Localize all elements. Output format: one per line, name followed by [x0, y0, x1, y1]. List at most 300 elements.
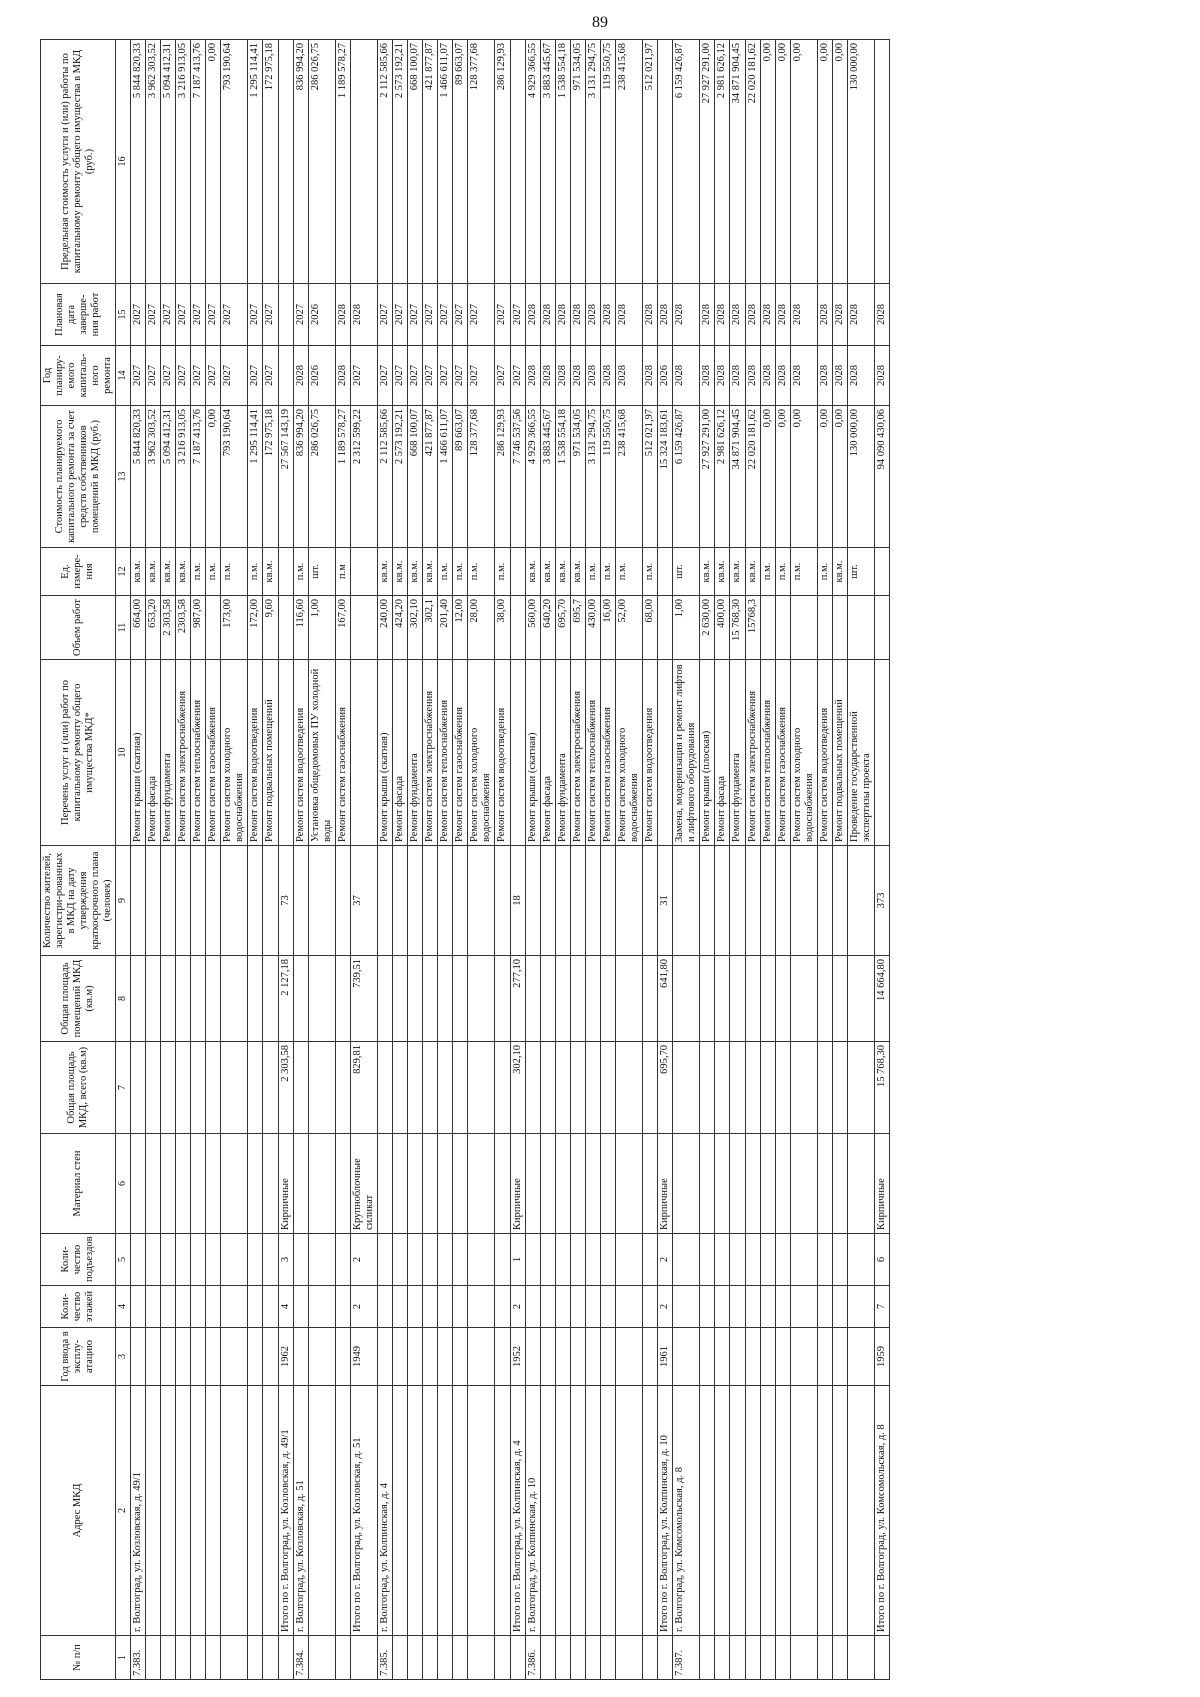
- cell-col-14: 2028: [570, 346, 585, 406]
- column-number: 8: [116, 956, 131, 1042]
- cell-col-4: [615, 1286, 642, 1328]
- cell-col-15: 2028: [673, 284, 700, 346]
- cell-col-6: Кирпичные: [658, 1134, 673, 1234]
- column-number: 7: [116, 1042, 131, 1134]
- cell-col-3: [832, 1328, 847, 1386]
- cell-col-1: [847, 1636, 874, 1680]
- table-row: [130, 40, 145, 1680]
- cell-col-4: [308, 1286, 335, 1328]
- cell-col-15: 2028: [540, 284, 555, 346]
- cell-col-6: [570, 1134, 585, 1234]
- cell-col-13: 1 538 554,18: [555, 406, 570, 548]
- cell-col-10: [278, 660, 293, 846]
- cell-col-2: [495, 1386, 510, 1636]
- cell-col-16: 0,00: [775, 40, 790, 284]
- cell-col-11: 2 630,00: [700, 596, 715, 660]
- cell-col-4: [145, 1286, 160, 1328]
- cell-col-7: [191, 1042, 206, 1134]
- cell-col-1: [643, 1636, 658, 1680]
- cell-col-5: [468, 1234, 495, 1286]
- cell-col-1: [438, 1636, 453, 1680]
- cell-col-7: [221, 1042, 248, 1134]
- cell-col-14: 2028: [700, 346, 715, 406]
- cell-col-16: 3 962 303,52: [145, 40, 160, 284]
- table-row: [715, 40, 730, 1680]
- cell-col-16: 1 538 554,18: [555, 40, 570, 284]
- cell-col-2: [555, 1386, 570, 1636]
- cell-col-10: Ремонт систем водоотведения: [248, 660, 263, 846]
- cell-col-14: 2028: [832, 346, 847, 406]
- cell-col-11: 430,00: [585, 596, 600, 660]
- cell-col-4: [453, 1286, 468, 1328]
- cell-col-2: [760, 1386, 775, 1636]
- cell-col-2: [790, 1386, 817, 1636]
- cell-col-5: [145, 1234, 160, 1286]
- cell-col-12: [350, 548, 377, 596]
- cell-col-4: 2: [350, 1286, 377, 1328]
- cell-col-14: 2027: [408, 346, 423, 406]
- cell-col-7: [745, 1042, 760, 1134]
- cell-col-10: [350, 660, 377, 846]
- cell-col-15: 2027: [423, 284, 438, 346]
- cell-col-2: [570, 1386, 585, 1636]
- cell-col-10: Ремонт крыши (скатная): [377, 660, 392, 846]
- cell-col-8: [408, 956, 423, 1042]
- cell-col-1: [408, 1636, 423, 1680]
- cell-col-11: [775, 596, 790, 660]
- column-number: 3: [116, 1328, 131, 1386]
- cell-col-6: [673, 1134, 700, 1234]
- table-row: [570, 40, 585, 1680]
- cell-col-14: 2028: [817, 346, 832, 406]
- cell-col-13: 6 159 426,87: [673, 406, 700, 548]
- cell-col-5: [191, 1234, 206, 1286]
- cell-col-2: [161, 1386, 176, 1636]
- cell-col-3: [130, 1328, 145, 1386]
- cell-col-14: 2027: [161, 346, 176, 406]
- cell-col-5: 3: [278, 1234, 293, 1286]
- cell-col-2: [775, 1386, 790, 1636]
- cell-col-4: [468, 1286, 495, 1328]
- cell-col-15: 2028: [817, 284, 832, 346]
- cell-col-6: [790, 1134, 817, 1234]
- cell-col-4: [847, 1286, 874, 1328]
- cell-col-1: [206, 1636, 221, 1680]
- cell-col-1: [700, 1636, 715, 1680]
- table-row: [600, 40, 615, 1680]
- cell-col-1: [615, 1636, 642, 1680]
- cell-col-6: [408, 1134, 423, 1234]
- cell-col-14: 2028: [540, 346, 555, 406]
- cell-col-15: 2028: [832, 284, 847, 346]
- cell-col-16: 0,00: [760, 40, 775, 284]
- cell-col-10: [875, 660, 890, 846]
- cell-col-5: [335, 1234, 350, 1286]
- cell-col-8: [248, 956, 263, 1042]
- cell-col-1: [393, 1636, 408, 1680]
- cell-col-5: [438, 1234, 453, 1286]
- table-row: [161, 40, 176, 1680]
- cell-col-12: кв.м.: [408, 548, 423, 596]
- cell-col-1: [760, 1636, 775, 1680]
- cell-col-3: [145, 1328, 160, 1386]
- cell-col-8: 739,51: [350, 956, 377, 1042]
- cell-col-16: 1 295 114,41: [248, 40, 263, 284]
- cell-col-3: [377, 1328, 392, 1386]
- cell-col-8: [145, 956, 160, 1042]
- cell-col-1: [350, 1636, 377, 1680]
- cell-col-9: [600, 846, 615, 956]
- cell-col-6: [555, 1134, 570, 1234]
- cell-col-8: [673, 956, 700, 1042]
- cell-col-9: [540, 846, 555, 956]
- cell-col-7: 15 768,30: [875, 1042, 890, 1134]
- cell-col-14: 2027: [377, 346, 392, 406]
- cell-col-15: 2028: [730, 284, 745, 346]
- cell-col-5: [393, 1234, 408, 1286]
- cell-col-12: кв.м.: [263, 548, 278, 596]
- cell-col-14: 2028: [715, 346, 730, 406]
- cell-col-1: 7.384.: [293, 1636, 308, 1680]
- column-header: Предельная стоимость услуги и (или) работы по капитальному ремонту общего имущества в МКД (руб.): [41, 40, 116, 284]
- cell-col-10: Ремонт крыши (скатная): [525, 660, 540, 846]
- cell-col-9: 18: [510, 846, 525, 956]
- cell-col-14: 2028: [555, 346, 570, 406]
- cell-col-15: 2028: [745, 284, 760, 346]
- table-row: [615, 40, 642, 1680]
- cell-col-12: шт.: [308, 548, 335, 596]
- cell-col-9: [615, 846, 642, 956]
- cell-col-12: п.м.: [760, 548, 775, 596]
- cell-col-15: 2027: [176, 284, 191, 346]
- cell-col-12: п.м.: [191, 548, 206, 596]
- cell-col-6: [206, 1134, 221, 1234]
- cell-col-8: [453, 956, 468, 1042]
- cell-col-7: [161, 1042, 176, 1134]
- cell-col-15: 2028: [760, 284, 775, 346]
- cell-col-1: [775, 1636, 790, 1680]
- cell-col-14: 2027: [145, 346, 160, 406]
- cell-col-10: Ремонт систем газоснабжения: [600, 660, 615, 846]
- cell-col-6: [540, 1134, 555, 1234]
- column-number: 14: [116, 346, 131, 406]
- cell-col-1: 7.385.: [377, 1636, 392, 1680]
- cell-col-5: [790, 1234, 817, 1286]
- cell-col-1: [585, 1636, 600, 1680]
- cell-col-15: 2028: [643, 284, 658, 346]
- cell-col-1: [510, 1636, 525, 1680]
- cell-col-9: [453, 846, 468, 956]
- table-row: [145, 40, 160, 1680]
- cell-col-4: [495, 1286, 510, 1328]
- cell-col-16: 668 100,07: [408, 40, 423, 284]
- cell-col-16: 3 216 913,05: [176, 40, 191, 284]
- cell-col-16: 5 094 412,31: [161, 40, 176, 284]
- cell-col-12: [278, 548, 293, 596]
- cell-col-11: 172,00: [248, 596, 263, 660]
- cell-col-6: [525, 1134, 540, 1234]
- table-row: [790, 40, 817, 1680]
- cell-col-14: 2028: [673, 346, 700, 406]
- cell-col-15: 2027: [248, 284, 263, 346]
- cell-col-6: Кирпичные: [510, 1134, 525, 1234]
- cell-col-9: [643, 846, 658, 956]
- cell-col-14: 2028: [335, 346, 350, 406]
- cell-col-14: [278, 346, 293, 406]
- cell-col-4: [585, 1286, 600, 1328]
- table-row: [775, 40, 790, 1680]
- cell-col-14: 2028: [643, 346, 658, 406]
- cell-col-7: [540, 1042, 555, 1134]
- cell-col-1: 7.387.: [673, 1636, 700, 1680]
- cell-col-14: 2027: [393, 346, 408, 406]
- cell-col-2: [615, 1386, 642, 1636]
- cell-col-10: Ремонт систем водоотведения: [817, 660, 832, 846]
- cell-col-10: Ремонт фасада: [145, 660, 160, 846]
- cell-col-13: 7 746 537,56: [510, 406, 525, 548]
- cell-col-15: 2027: [377, 284, 392, 346]
- cell-col-2: г. Волгоград, ул. Колпинская, д. 10: [525, 1386, 540, 1636]
- cell-col-9: [377, 846, 392, 956]
- cell-col-1: [570, 1636, 585, 1680]
- cell-col-6: Крупноблочные силикат: [350, 1134, 377, 1234]
- cell-col-14: 2028: [745, 346, 760, 406]
- cell-col-12: п.м.: [206, 548, 221, 596]
- cell-col-9: [790, 846, 817, 956]
- cell-col-5: [673, 1234, 700, 1286]
- cell-col-10: Ремонт систем холодного водоснабжения: [221, 660, 248, 846]
- cell-col-8: [540, 956, 555, 1042]
- cell-col-11: 38,00: [495, 596, 510, 660]
- cell-col-7: [393, 1042, 408, 1134]
- cell-col-10: Ремонт систем газоснабжения: [453, 660, 468, 846]
- column-header: Общая площадь помещений МКД (кв.м): [41, 956, 116, 1042]
- cell-col-16: 238 415,68: [615, 40, 642, 284]
- cell-col-15: 2027: [191, 284, 206, 346]
- cell-col-6: [453, 1134, 468, 1234]
- cell-col-13: 3 883 445,67: [540, 406, 555, 548]
- cell-col-6: [615, 1134, 642, 1234]
- cell-col-5: [715, 1234, 730, 1286]
- cell-col-5: [293, 1234, 308, 1286]
- cell-col-9: [760, 846, 775, 956]
- cell-col-1: [790, 1636, 817, 1680]
- cell-col-13: 793 190,64: [221, 406, 248, 548]
- cell-col-11: [875, 596, 890, 660]
- cell-col-6: [585, 1134, 600, 1234]
- cell-col-11: 302,10: [408, 596, 423, 660]
- cell-col-5: [700, 1234, 715, 1286]
- cell-col-2: [308, 1386, 335, 1636]
- cell-col-12: [658, 548, 673, 596]
- cell-col-9: [555, 846, 570, 956]
- cell-col-7: [145, 1042, 160, 1134]
- cell-col-1: [875, 1636, 890, 1680]
- cell-col-8: [832, 956, 847, 1042]
- column-number-row: [116, 40, 131, 1680]
- cell-col-16: 971 534,05: [570, 40, 585, 284]
- cell-col-2: Итого по г. Волгоград, ул. Комсомольская, д. 8: [875, 1386, 890, 1636]
- cell-col-13: 4 929 366,55: [525, 406, 540, 548]
- cell-col-9: [145, 846, 160, 956]
- cell-col-11: 560,00: [525, 596, 540, 660]
- cell-col-7: [335, 1042, 350, 1134]
- cell-col-4: [745, 1286, 760, 1328]
- column-number: 1: [116, 1636, 131, 1680]
- table-row: [585, 40, 600, 1680]
- cell-col-15: 2028: [525, 284, 540, 346]
- cell-col-16: 6 159 426,87: [673, 40, 700, 284]
- total-row: [278, 40, 293, 1680]
- cell-col-5: [495, 1234, 510, 1286]
- cell-col-11: 116,60: [293, 596, 308, 660]
- cell-col-16: 172 975,18: [263, 40, 278, 284]
- table-row: [643, 40, 658, 1680]
- cell-col-4: [335, 1286, 350, 1328]
- cell-col-13: 0,00: [832, 406, 847, 548]
- cell-col-4: [393, 1286, 408, 1328]
- cell-col-12: п.м.: [468, 548, 495, 596]
- cell-col-9: 37: [350, 846, 377, 956]
- cell-col-15: 2026: [308, 284, 335, 346]
- cell-col-4: [423, 1286, 438, 1328]
- cell-col-9: [715, 846, 730, 956]
- cell-col-11: [278, 596, 293, 660]
- cell-col-1: [540, 1636, 555, 1680]
- table-row: [525, 40, 540, 1680]
- cell-col-8: [423, 956, 438, 1042]
- table-row: [308, 40, 335, 1680]
- cell-col-4: [525, 1286, 540, 1328]
- cell-col-15: 2027: [221, 284, 248, 346]
- cell-col-5: [176, 1234, 191, 1286]
- cell-col-12: кв.м.: [393, 548, 408, 596]
- table-row: [540, 40, 555, 1680]
- cell-col-6: [308, 1134, 335, 1234]
- cell-col-12: п.м.: [585, 548, 600, 596]
- cell-col-16: 7 187 413,76: [191, 40, 206, 284]
- cell-col-10: Проведение государственной экспертизы проекта: [847, 660, 874, 846]
- cell-col-3: [790, 1328, 817, 1386]
- cell-col-3: [453, 1328, 468, 1386]
- cell-col-7: [206, 1042, 221, 1134]
- cell-col-5: [832, 1234, 847, 1286]
- cell-col-15: 2028: [585, 284, 600, 346]
- cell-col-8: 277,10: [510, 956, 525, 1042]
- cell-col-11: 1,00: [673, 596, 700, 660]
- cell-col-2: [847, 1386, 874, 1636]
- cell-col-5: [760, 1234, 775, 1286]
- cell-col-14: 2028: [525, 346, 540, 406]
- cell-col-8: [847, 956, 874, 1042]
- cell-col-7: [438, 1042, 453, 1134]
- cell-col-2: [408, 1386, 423, 1636]
- total-row: [350, 40, 377, 1680]
- cell-col-15: 2027: [438, 284, 453, 346]
- cell-col-1: [495, 1636, 510, 1680]
- cell-col-3: [393, 1328, 408, 1386]
- cell-col-16: 0,00: [206, 40, 221, 284]
- table-row: [221, 40, 248, 1680]
- cell-col-12: [510, 548, 525, 596]
- cell-col-16: 27 927 291,00: [700, 40, 715, 284]
- cell-col-8: [130, 956, 145, 1042]
- cell-col-8: [293, 956, 308, 1042]
- cell-col-6: [600, 1134, 615, 1234]
- cell-col-13: 2 981 626,12: [715, 406, 730, 548]
- cell-col-14: 2027: [206, 346, 221, 406]
- cell-col-15: 2027: [468, 284, 495, 346]
- cell-col-12: кв.м.: [570, 548, 585, 596]
- cell-col-12: п.м.: [438, 548, 453, 596]
- cell-col-15: [278, 284, 293, 346]
- cell-col-15: 2028: [555, 284, 570, 346]
- cell-col-16: 2 981 626,12: [715, 40, 730, 284]
- table-row: [423, 40, 438, 1680]
- cell-col-1: [600, 1636, 615, 1680]
- cell-col-10: Ремонт систем теплоснабжения: [438, 660, 453, 846]
- cell-col-2: [176, 1386, 191, 1636]
- cell-col-15: 2028: [570, 284, 585, 346]
- cell-col-2: Итого по г. Волгоград, ул. Колпинская, д. 4: [510, 1386, 525, 1636]
- cell-col-10: Ремонт систем газоснабжения: [206, 660, 221, 846]
- cell-col-11: 16,00: [600, 596, 615, 660]
- cell-col-12: кв.м.: [176, 548, 191, 596]
- total-row: [510, 40, 525, 1680]
- cell-col-8: [176, 956, 191, 1042]
- column-number: 2: [116, 1386, 131, 1636]
- cell-col-13: 238 415,68: [615, 406, 642, 548]
- cell-col-10: Ремонт систем холодного водоснабжения: [790, 660, 817, 846]
- cell-col-9: [468, 846, 495, 956]
- cell-col-4: [263, 1286, 278, 1328]
- cell-col-3: [700, 1328, 715, 1386]
- cell-col-6: [745, 1134, 760, 1234]
- cell-col-13: 7 187 413,76: [191, 406, 206, 548]
- cell-col-4: [673, 1286, 700, 1328]
- cell-col-16: 0,00: [790, 40, 817, 284]
- cell-col-13: 836 994,20: [293, 406, 308, 548]
- cell-col-6: [161, 1134, 176, 1234]
- cell-col-13: 0,00: [206, 406, 221, 548]
- cell-col-3: [293, 1328, 308, 1386]
- cell-col-2: г. Волгоград, ул. Комсомольская, д. 8: [673, 1386, 700, 1636]
- cell-col-8: [308, 956, 335, 1042]
- cell-col-15: 2027: [453, 284, 468, 346]
- cell-col-14: 2027: [248, 346, 263, 406]
- cell-col-10: Ремонт систем теплоснабжения: [760, 660, 775, 846]
- cell-col-7: [468, 1042, 495, 1134]
- cell-col-5: [130, 1234, 145, 1286]
- cell-col-4: [438, 1286, 453, 1328]
- cell-col-2: Итого по г. Волгоград, ул. Козловская, д. 49/1: [278, 1386, 293, 1636]
- column-number: 5: [116, 1234, 131, 1286]
- cell-col-2: [221, 1386, 248, 1636]
- cell-col-5: [730, 1234, 745, 1286]
- cell-col-13: 668 100,07: [408, 406, 423, 548]
- cell-col-9: [206, 846, 221, 956]
- cell-col-5: [745, 1234, 760, 1286]
- column-number: 6: [116, 1134, 131, 1234]
- table-row: [408, 40, 423, 1680]
- cell-col-9: [817, 846, 832, 956]
- cell-col-3: [263, 1328, 278, 1386]
- table-row: [760, 40, 775, 1680]
- cell-col-9: [673, 846, 700, 956]
- cell-col-5: [615, 1234, 642, 1286]
- cell-col-10: Ремонт систем водоотведения: [495, 660, 510, 846]
- cell-col-3: [730, 1328, 745, 1386]
